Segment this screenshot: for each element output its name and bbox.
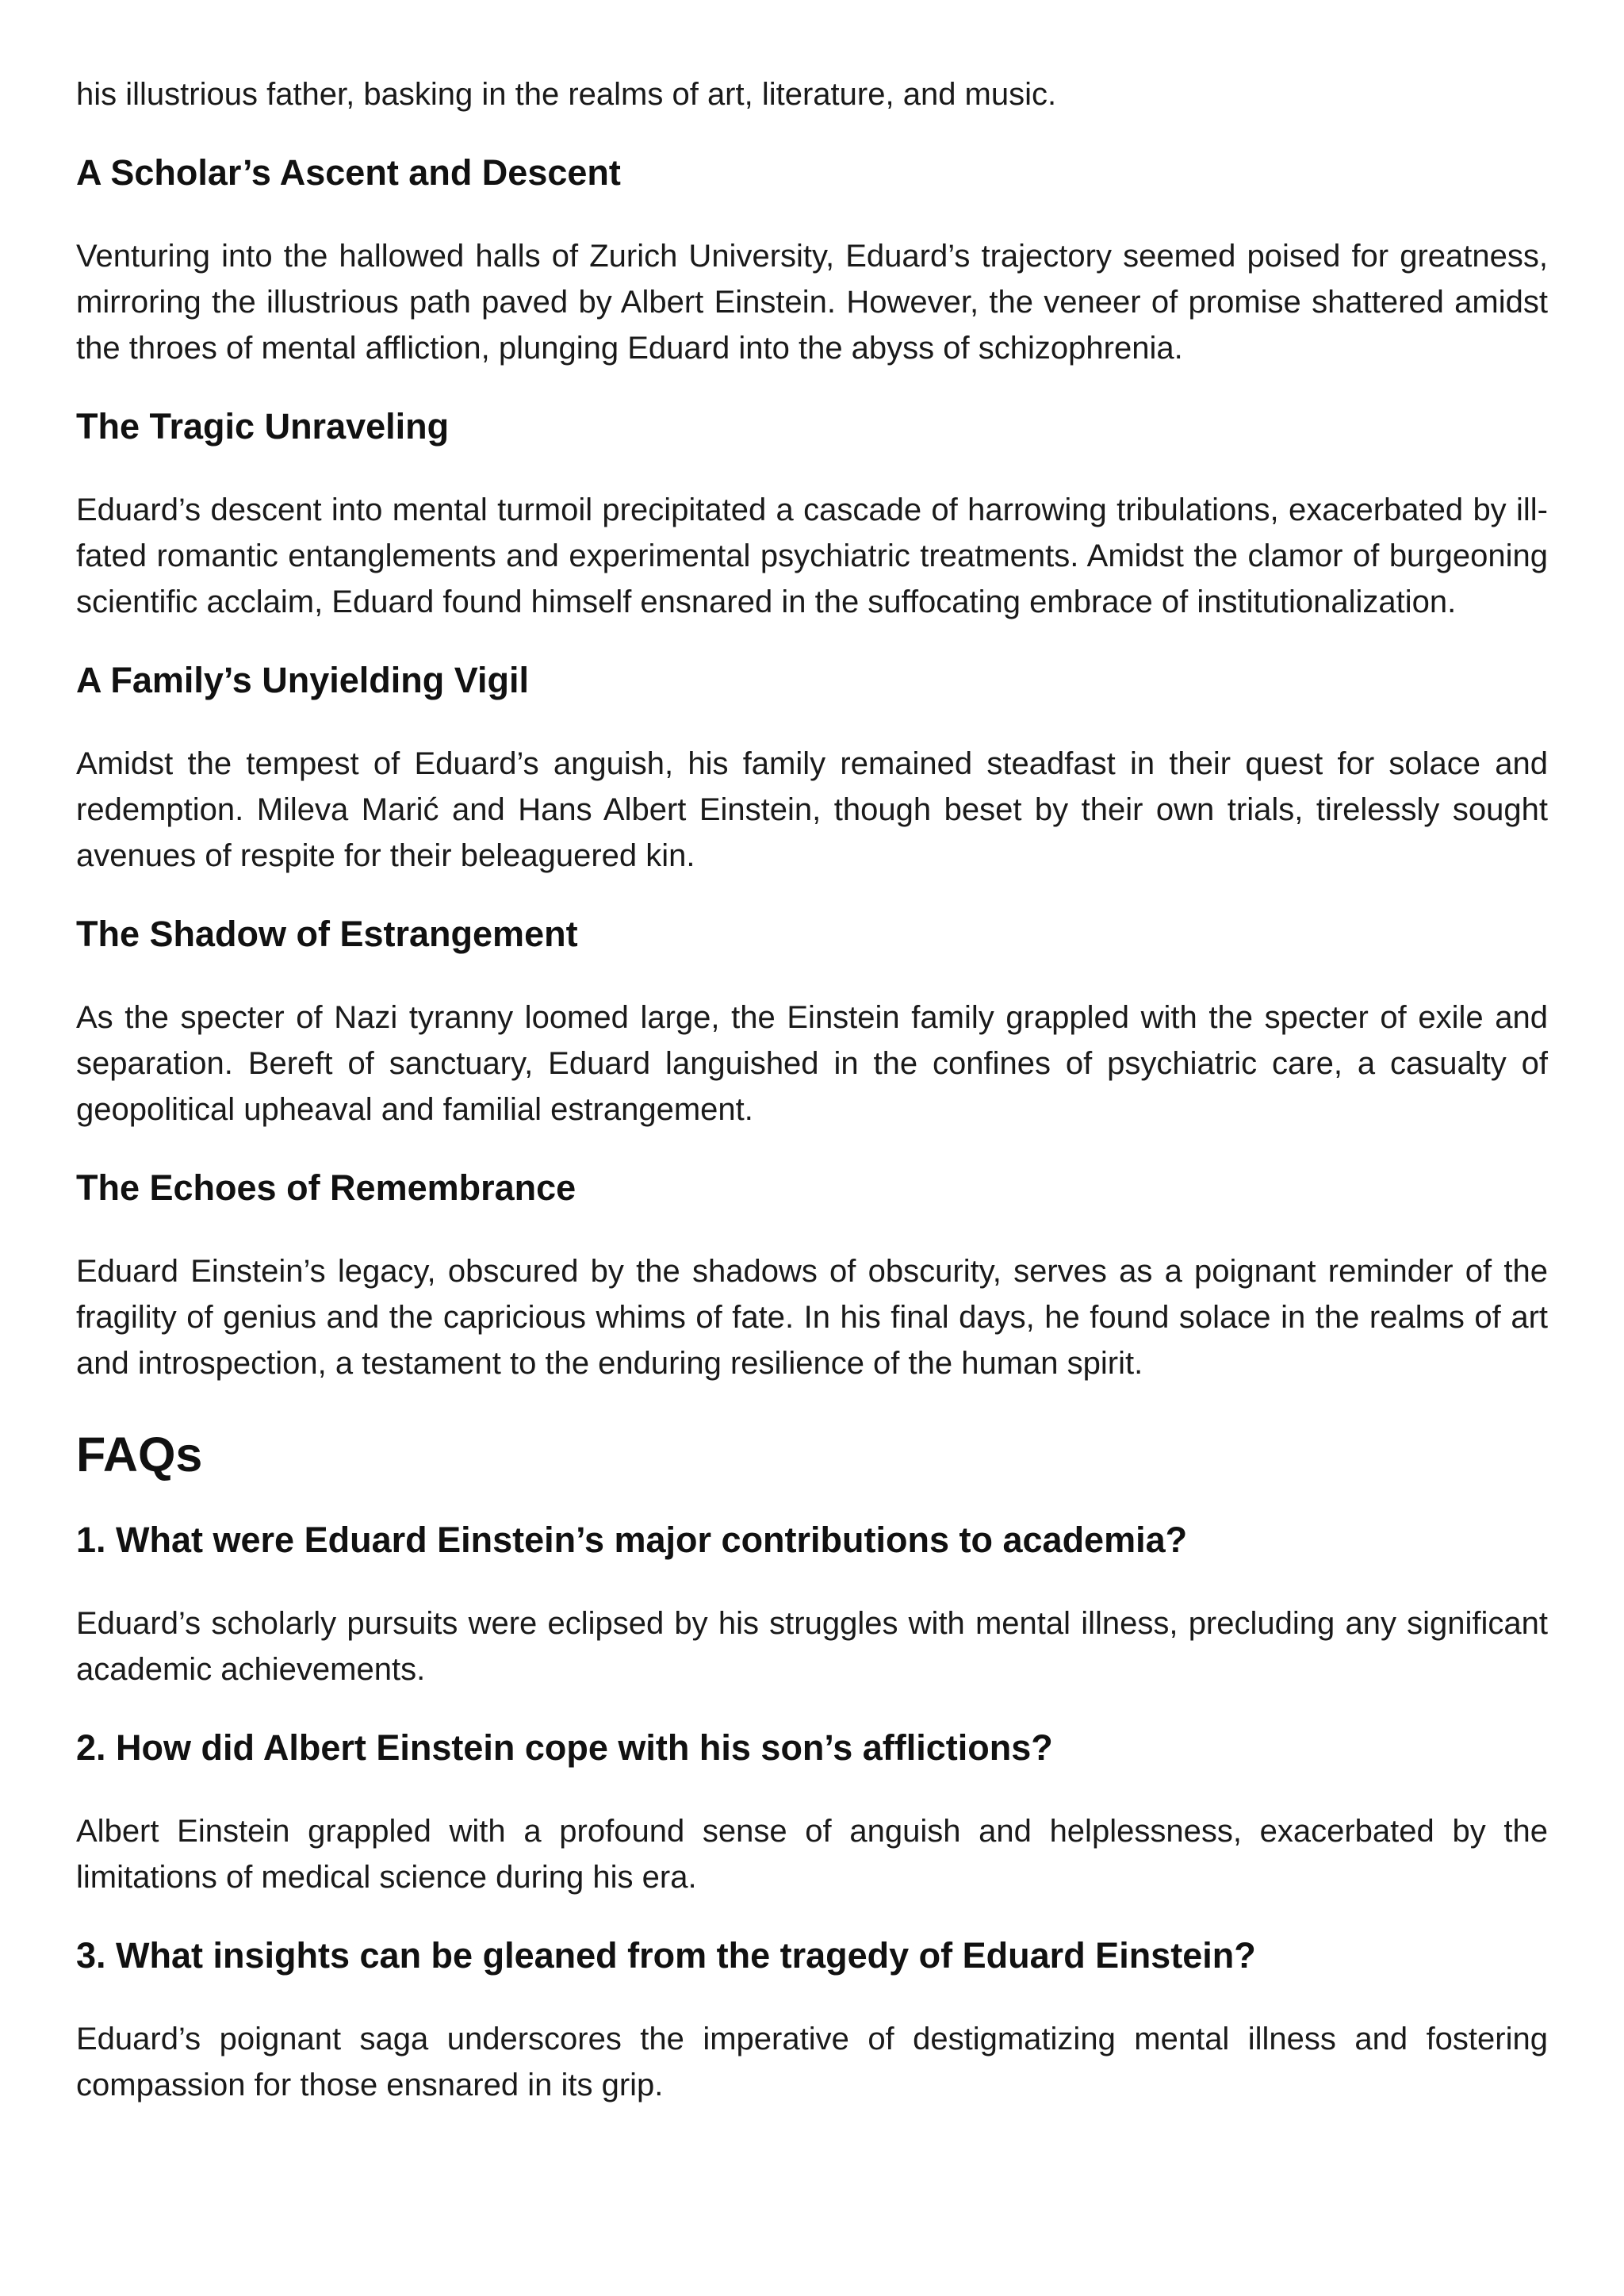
section-heading-echoes-remembrance: The Echoes of Remembrance bbox=[76, 1167, 576, 1208]
article-content bbox=[76, 0, 1548, 2108]
section-heading-shadow-estrangement: The Shadow of Estrangement bbox=[76, 914, 578, 954]
section-body-echoes-remembrance: Eduard Einstein’s legacy, obscured by the shadows of obscurity, serves as a poignant reminder of the fragility of genius and the capricious whims of fate. In his final days, he found solace in the realms of art and introspection, a testament to the enduring resilience of the human spirit. bbox=[76, 1254, 1548, 1381]
faq-answer-3: Eduard’s poignant saga underscores the imperative of destigmatizing mental illness and fostering compassion for those ensnared in its grip. bbox=[76, 2022, 1548, 2102]
section-heading-family-vigil: A Family’s Unyielding Vigil bbox=[76, 660, 529, 700]
faq-question-3: 3. What insights can be gleaned from the tragedy of Eduard Einstein? bbox=[76, 1935, 1256, 1976]
section-body-shadow-estrangement: As the specter of Nazi tyranny loomed large, the Einstein family grappled with the specter of exile and separation. Bereft of sanctuary, Eduard languished in the confines of psychiatric care, a casualty of geopolitical upheaval and familial estrangement. bbox=[76, 1000, 1548, 1127]
faq-question-1: 1. What were Eduard Einstein’s major contributions to academia? bbox=[76, 1520, 1188, 1560]
faq-title: FAQs bbox=[76, 1428, 203, 1481]
faq-answer-1: Eduard’s scholarly pursuits were eclipsed by his struggles with mental illness, precluding any significant academic achievements. bbox=[76, 1606, 1548, 1687]
section-heading-tragic-unraveling: The Tragic Unraveling bbox=[76, 406, 450, 447]
section-body-family-vigil: Amidst the tempest of Eduard’s anguish, his family remained steadfast in their quest for solace and redemption. Mileva Marić and Hans Albert Einstein, though beset by their own trials, tirelessly sought avenues of respite for their beleaguered kin. bbox=[76, 746, 1548, 873]
section-body-tragic-unraveling: Eduard’s descent into mental turmoil precipitated a cascade of harrowing tribulations, exacerbated by ill-fated romantic entanglements and experimental psychiatric treatments. Amidst the clamor of burgeoning scientific acclaim, Eduard found himself ensnared in the suffocating embrace of institutionalization. bbox=[76, 493, 1548, 619]
faq-question-2: 2. How did Albert Einstein cope with his son’s afflictions? bbox=[76, 1727, 1053, 1768]
section-body-scholars-ascent: Venturing into the hallowed halls of Zurich University, Eduard’s trajectory seemed poised for greatness, mirroring the illustrious path paved by Albert Einstein. However, the veneer of promise shattered amidst the throes of mental affliction, plunging Eduard into the abyss of schizophrenia. bbox=[76, 239, 1548, 366]
faq-answer-2: Albert Einstein grappled with a profound sense of anguish and helplessness, exacerbated by the limitations of medical science during his era. bbox=[76, 1814, 1548, 1895]
section-heading-scholars-ascent: A Scholar’s Ascent and Descent bbox=[76, 152, 621, 193]
intro-paragraph: his illustrious father, basking in the realms of art, literature, and music. bbox=[76, 77, 1057, 112]
